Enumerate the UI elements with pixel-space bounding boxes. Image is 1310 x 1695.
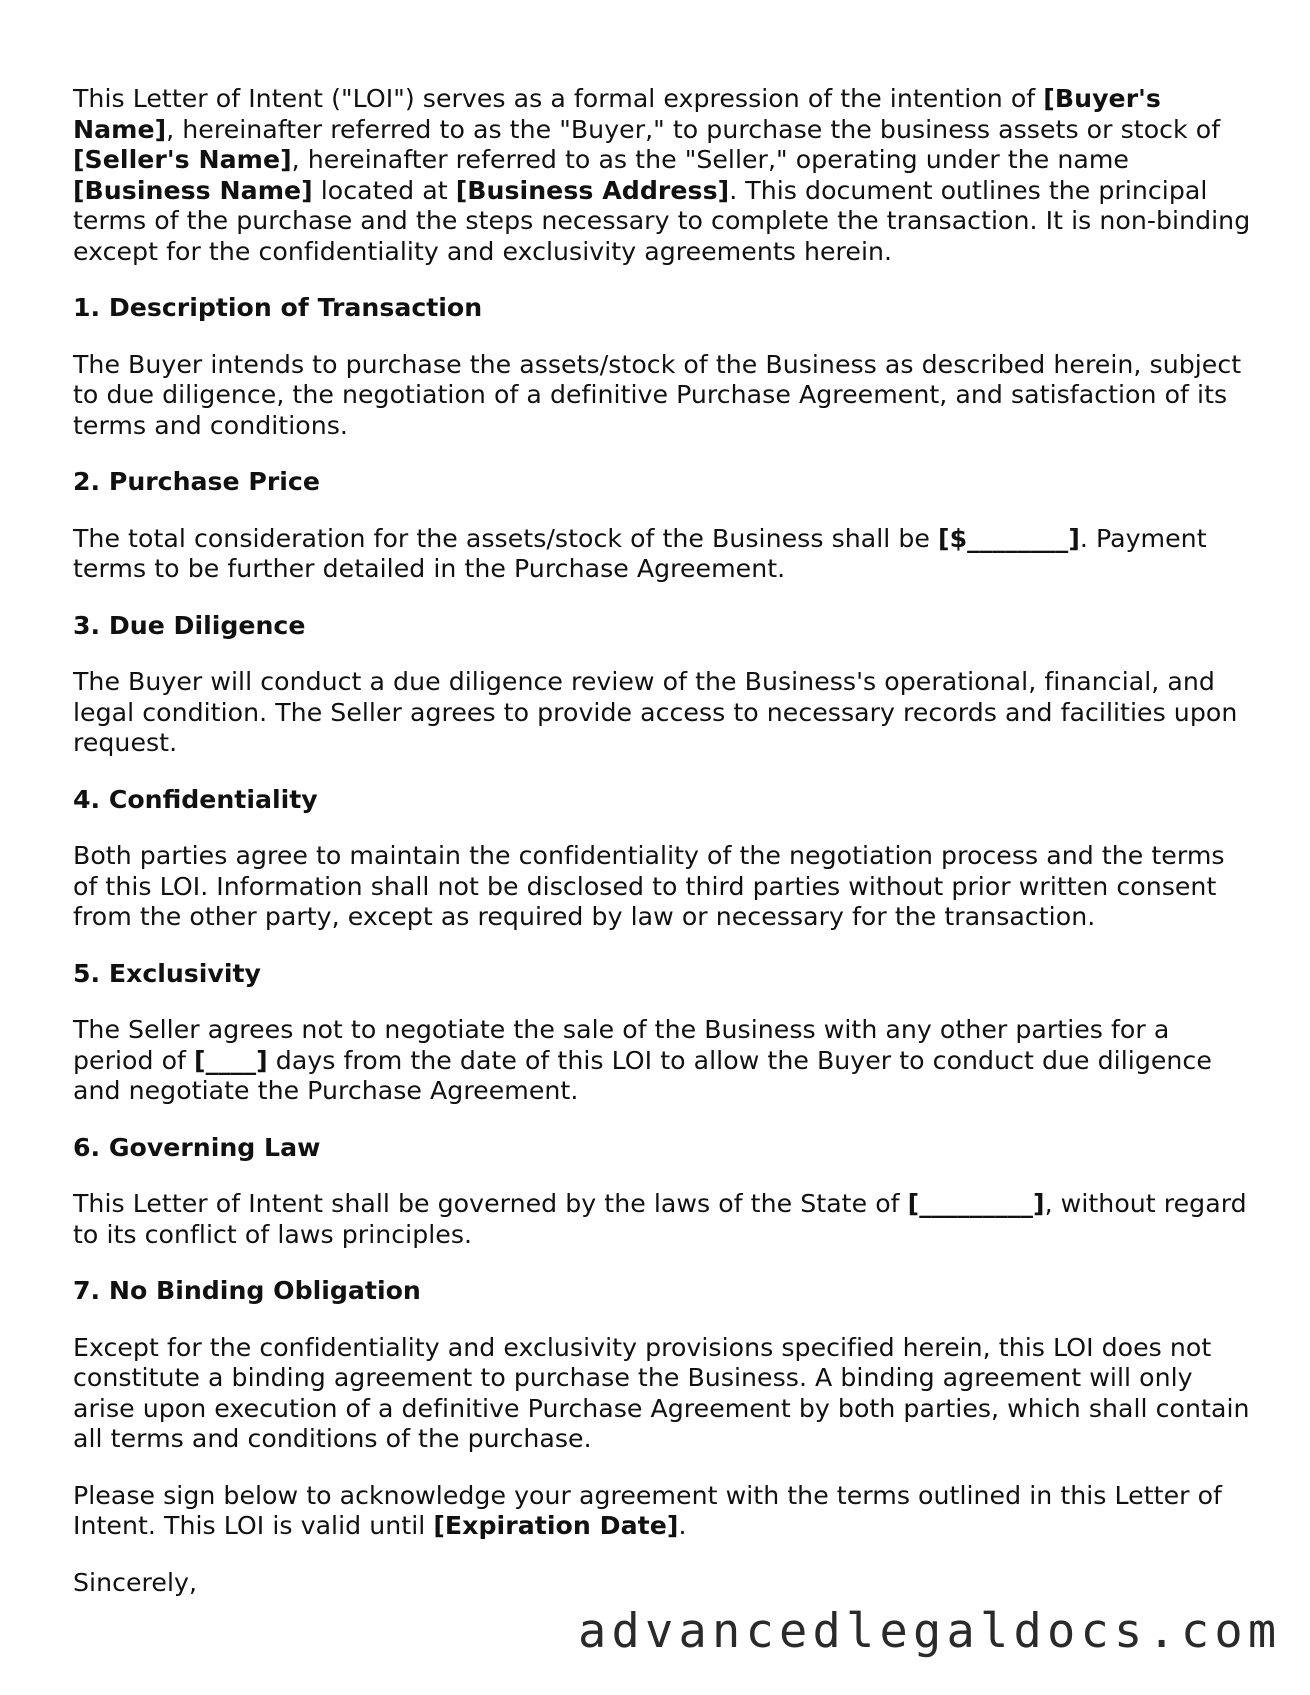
closing-text: . xyxy=(678,1511,687,1540)
section-heading-purchase-price: 2. Purchase Price xyxy=(73,467,320,496)
body-text: The total consideration for the assets/stock of the Business shall be xyxy=(73,523,939,553)
closing-paragraph xyxy=(73,1481,1253,1542)
intro-text: . This document outlines the principal terms of the purchase and the steps necessary to complete the transaction. It is non-binding except for the confidentiality and exclusivity agreements herein. xyxy=(73,175,1251,266)
intro-text: located at xyxy=(312,175,456,205)
body-text: The Seller agrees not to negotiate the sale of the Business with any other parties for a period of xyxy=(73,1015,1170,1075)
section-body-due-diligence: The Buyer will conduct a due diligence review of the Business's operational, financial, and legal condition. The Seller agrees to provide access to necessary records and facilities upon request. xyxy=(73,667,1238,757)
document-body xyxy=(73,84,1253,1598)
section-body-no-binding: Except for the confidentiality and exclusivity provisions specified herein, this LOI does not constitute a binding agreement to purchase the Business. A binding agreement will only arise upon execution of a definitive Purchase Agreement by both parties, which shall contain all terms and conditions of the purchase. xyxy=(73,1332,1250,1453)
section-body-governing-law xyxy=(73,1189,1253,1250)
seller-name-placeholder: [Seller's Name] xyxy=(73,145,292,174)
section-heading-description: 1. Description of Transaction xyxy=(73,293,483,322)
body-text: This Letter of Intent shall be governed by the laws of the State of xyxy=(73,1189,908,1218)
section-body-exclusivity xyxy=(73,1015,1253,1107)
section-body-purchase-price xyxy=(73,524,1253,585)
intro-paragraph xyxy=(73,84,1253,267)
expiration-date-placeholder: [Expiration Date] xyxy=(433,1511,679,1540)
intro-text: , hereinafter referred to as the "Seller," operating under the name xyxy=(291,145,1129,174)
watermark: advancedlegaldocs.com xyxy=(578,1604,1282,1659)
buyer-name-placeholder: [Buyer's Name] xyxy=(73,84,1161,144)
section-heading-confidentiality: 4. Confidentiality xyxy=(73,784,318,814)
business-name-placeholder: [Business Name] xyxy=(73,175,313,205)
section-heading-governing-law: 6. Governing Law xyxy=(73,1132,321,1162)
section-body-description: The Buyer intends to purchase the assets/stock of the Business as described herein, subject to due diligence, the negotiation of a definitive Purchase Agreement, and satisfaction of its terms and conditions. xyxy=(73,349,1242,440)
body-text: , without regard to its conflict of laws principles. xyxy=(73,1189,1247,1249)
section-heading-no-binding: 7. No Binding Obligation xyxy=(73,1276,421,1305)
intro-text: , hereinafter referred to as the "Buyer," to purchase the business assets or stock of xyxy=(166,114,1221,144)
price-placeholder: [$________] xyxy=(938,523,1080,553)
days-placeholder: [____] xyxy=(194,1045,268,1075)
state-placeholder: [_________] xyxy=(907,1189,1045,1218)
body-text: days from the date of this LOI to allow the Buyer to conduct due diligence and negotiate the Purchase Agreement. xyxy=(73,1045,1212,1105)
closing-text: Please sign below to acknowledge your agreement with the terms outlined in this Letter of Intent. This LOI is valid until xyxy=(73,1480,1222,1540)
section-heading-due-diligence: 3. Due Diligence xyxy=(73,610,306,640)
body-text: . Payment terms to be further detailed in the Purchase Agreement. xyxy=(73,523,1207,583)
business-address-placeholder: [Business Address] xyxy=(455,175,730,205)
section-heading-exclusivity: 5. Exclusivity xyxy=(73,958,261,988)
signoff: Sincerely, xyxy=(73,1567,198,1597)
intro-text: This Letter of Intent ("LOI") serves as a formal expression of the intention of xyxy=(73,84,1044,113)
section-body-confidentiality: Both parties agree to maintain the confidentiality of the negotiation process and the terms of this LOI. Information shall not be disclosed to third parties without prior written consent from the other party, except as required by law or necessary for the transaction. xyxy=(73,841,1225,931)
